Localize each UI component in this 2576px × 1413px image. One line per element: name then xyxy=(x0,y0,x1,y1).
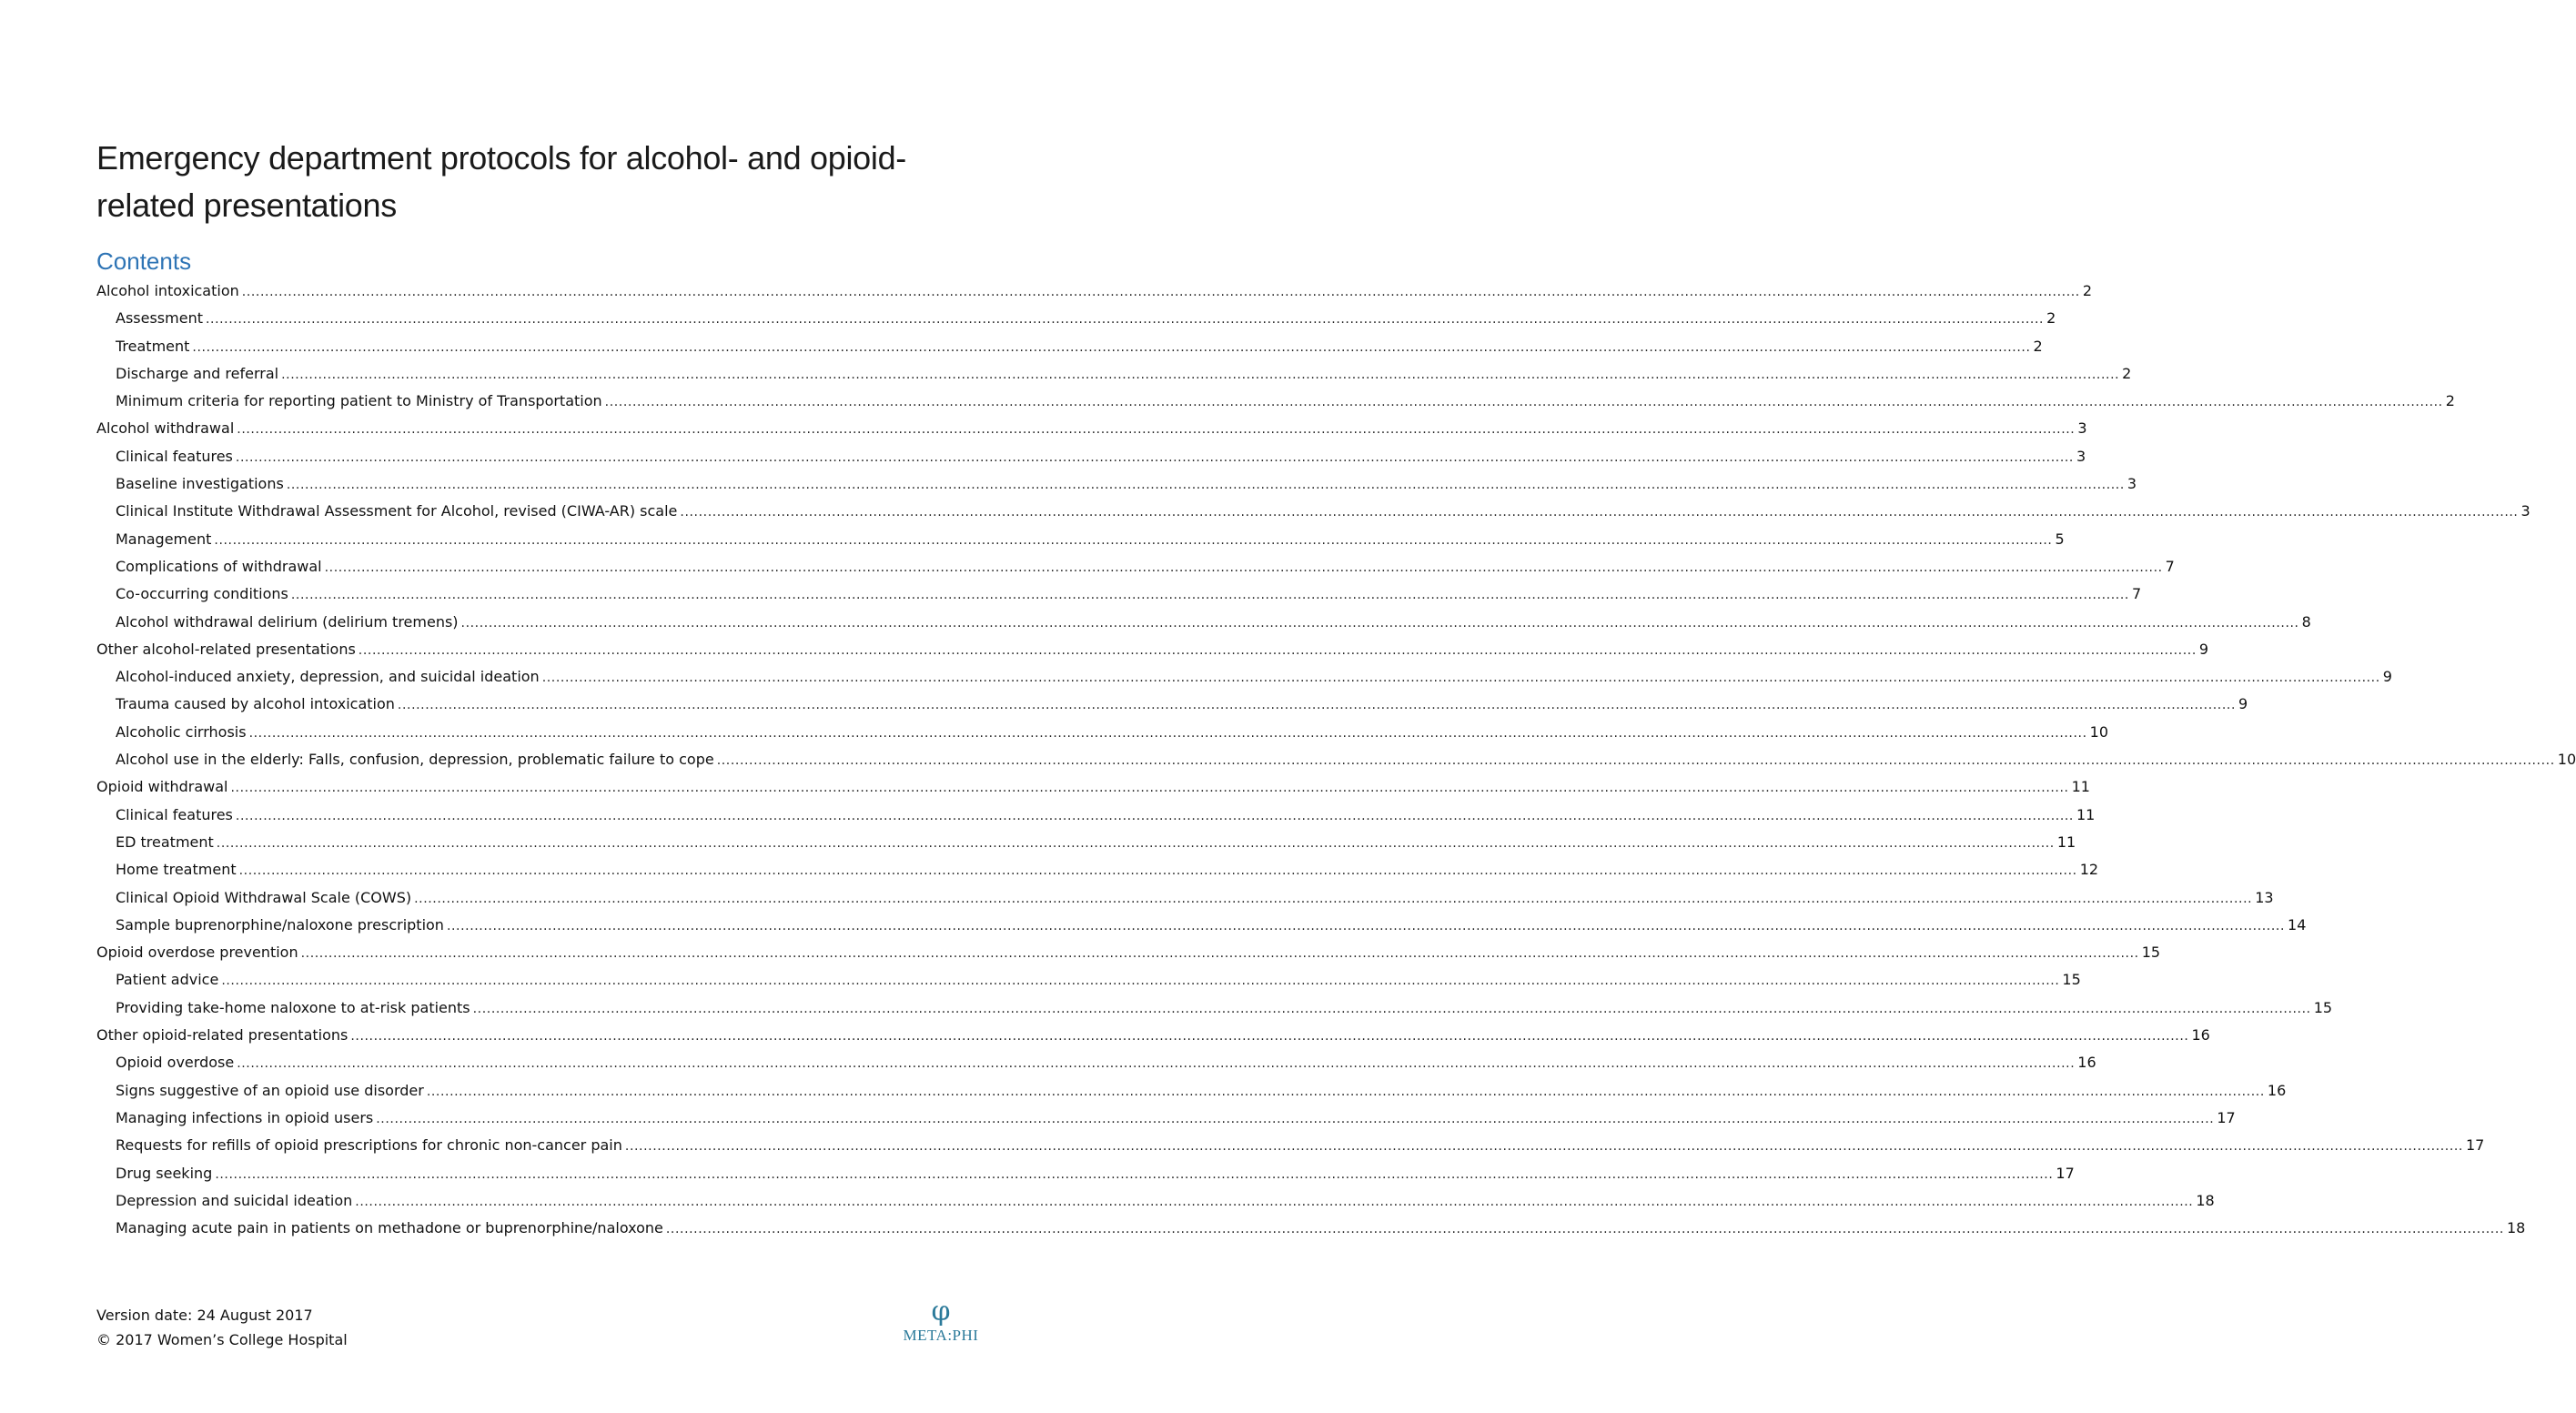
toc-entry-page: 9 xyxy=(2238,695,2248,713)
toc-entry-label: Drug seeking xyxy=(116,1164,213,1182)
toc-entry-page: 8 xyxy=(2301,612,2311,631)
toc-entry-label: Treatment xyxy=(116,337,190,355)
toc-entry[interactable] xyxy=(96,944,2161,971)
toc-entry[interactable] xyxy=(96,833,2076,861)
toc-dot-leader: ................................................................................................................................................................................................................................................................................................................................................................................................................ xyxy=(300,946,2139,962)
toc-entry-label: Opioid overdose prevention xyxy=(96,944,298,962)
toc-entry-label: Alcohol withdrawal delirium (delirium tremens) xyxy=(116,612,459,631)
toc-dot-leader: ................................................................................................................................................................................................................................................................................................................................................................................................................ xyxy=(221,974,2060,989)
toc-dot-leader: ................................................................................................................................................................................................................................................................................................................................................................................................................ xyxy=(216,835,2055,851)
toc-entry-label: Other opioid-related presentations xyxy=(96,1026,349,1045)
toc-dot-leader: ................................................................................................................................................................................................................................................................................................................................................................................................................ xyxy=(238,863,2077,879)
toc-entry[interactable] xyxy=(96,998,2333,1026)
toc-entry-page: 15 xyxy=(2313,998,2333,1016)
toc-entry-label: Clinical features xyxy=(116,447,233,465)
toc-entry-label: Home treatment xyxy=(116,861,237,879)
toc-dot-leader: ................................................................................................................................................................................................................................................................................................................................................................................................................ xyxy=(397,698,2236,713)
toc-dot-leader: ................................................................................................................................................................................................................................................................................................................................................................................................................ xyxy=(230,781,2069,796)
toc-entry[interactable] xyxy=(96,805,2096,833)
toc-dot-leader: ................................................................................................................................................................................................................................................................................................................................................................................................................ xyxy=(192,339,2031,355)
logo-text: META:PHI xyxy=(903,1327,979,1344)
toc-entry-page: 3 xyxy=(2520,502,2531,520)
toc-dot-leader: ................................................................................................................................................................................................................................................................................................................................................................................................................ xyxy=(426,1084,2265,1099)
toc-entry-page: 17 xyxy=(2217,1108,2236,1126)
toc-entry-page: 15 xyxy=(2141,944,2161,962)
table-of-contents xyxy=(96,282,2576,1246)
toc-dot-leader: ................................................................................................................................................................................................................................................................................................................................................................................................................ xyxy=(355,1194,2194,1209)
toc-entry[interactable] xyxy=(96,778,2090,805)
toc-entry-page: 16 xyxy=(2077,1054,2096,1072)
toc-entry-page: 11 xyxy=(2071,778,2090,796)
toc-entry[interactable] xyxy=(96,475,2137,502)
phi-icon: φ xyxy=(931,1296,951,1327)
toc-entry[interactable] xyxy=(96,861,2099,888)
toc-dot-leader: ................................................................................................................................................................................................................................................................................................................................................................................................................ xyxy=(248,725,2087,741)
toc-entry-label: Trauma caused by alcohol intoxication xyxy=(116,695,395,713)
toc-dot-leader: ................................................................................................................................................................................................................................................................................................................................................................................................................ xyxy=(215,1166,2054,1182)
toc-dot-leader: ................................................................................................................................................................................................................................................................................................................................................................................................................ xyxy=(680,505,2519,520)
toc-entry-label: Patient advice xyxy=(116,971,219,989)
toc-dot-leader: ................................................................................................................................................................................................................................................................................................................................................................................................................ xyxy=(324,560,2163,575)
toc-entry-label: Sample buprenorphine/naloxone prescription xyxy=(116,915,444,934)
toc-dot-leader: ................................................................................................................................................................................................................................................................................................................................................................................................................ xyxy=(237,1056,2076,1072)
toc-entry[interactable] xyxy=(96,722,2108,751)
toc-entry-page: 2 xyxy=(2082,282,2093,299)
title-line-1: Emergency department protocols for alcohol- and opioid- xyxy=(96,139,906,177)
toc-entry-label: Assessment xyxy=(116,309,203,328)
toc-dot-leader: ................................................................................................................................................................................................................................................................................................................................................................................................................ xyxy=(281,367,2120,382)
toc-entry[interactable] xyxy=(96,557,2175,585)
toc-dot-leader: ................................................................................................................................................................................................................................................................................................................................................................................................................ xyxy=(241,285,2080,299)
toc-entry[interactable] xyxy=(96,751,2576,778)
toc-entry-label: Opioid overdose xyxy=(116,1054,235,1072)
toc-entry[interactable] xyxy=(96,612,2311,641)
toc-entry-page: 3 xyxy=(2076,447,2086,465)
toc-entry[interactable] xyxy=(96,1054,2096,1081)
toc-entry-page: 17 xyxy=(2056,1164,2075,1182)
toc-entry-page: 2 xyxy=(2445,392,2455,410)
toc-entry-page: 10 xyxy=(2089,722,2108,741)
toc-entry-label: Co-occurring conditions xyxy=(116,585,288,603)
toc-entry-label: Discharge and referral xyxy=(116,364,279,382)
toc-entry[interactable] xyxy=(96,668,2392,695)
toc-entry[interactable] xyxy=(96,640,2209,668)
toc-entry-page: 16 xyxy=(2191,1026,2210,1045)
toc-dot-leader: ................................................................................................................................................................................................................................................................................................................................................................................................................ xyxy=(205,312,2045,328)
toc-entry-page: 14 xyxy=(2288,915,2307,934)
toc-entry[interactable] xyxy=(96,392,2455,419)
copyright: © 2017 Women’s College Hospital xyxy=(96,1331,348,1348)
toc-entry-page: 18 xyxy=(2506,1219,2526,1237)
toc-dot-leader: ................................................................................................................................................................................................................................................................................................................................................................................................................ xyxy=(237,422,2076,438)
toc-entry[interactable] xyxy=(96,1026,2210,1054)
toc-entry-page: 15 xyxy=(2062,971,2081,989)
toc-entry-page: 13 xyxy=(2255,888,2274,906)
toc-entry-label: Depression and suicidal ideation xyxy=(116,1191,353,1209)
toc-entry[interactable] xyxy=(96,282,2093,309)
toc-entry-label: Clinical Opioid Withdrawal Scale (COWS) xyxy=(116,888,412,906)
toc-dot-leader: ................................................................................................................................................................................................................................................................................................................................................................................................................ xyxy=(665,1222,2504,1237)
page-title xyxy=(96,135,1006,229)
toc-entry-page: 9 xyxy=(2382,668,2392,686)
toc-entry[interactable] xyxy=(96,971,2081,998)
toc-dot-leader: ................................................................................................................................................................................................................................................................................................................................................................................................................ xyxy=(414,891,2253,906)
toc-entry-page: 2 xyxy=(2122,364,2132,382)
toc-entry[interactable] xyxy=(96,915,2307,944)
toc-dot-leader: ................................................................................................................................................................................................................................................................................................................................................................................................................ xyxy=(358,642,2197,658)
toc-entry-label: ED treatment xyxy=(116,833,214,851)
toc-entry[interactable] xyxy=(96,1081,2287,1109)
toc-entry-page: 17 xyxy=(2465,1136,2485,1155)
toc-entry[interactable] xyxy=(96,1136,2485,1164)
toc-dot-leader: ................................................................................................................................................................................................................................................................................................................................................................................................................ xyxy=(376,1111,2215,1126)
toc-entry-label: Alcohol-induced anxiety, depression, and suicidal ideation xyxy=(116,668,540,686)
toc-entry[interactable] xyxy=(96,419,2087,447)
toc-entry[interactable] xyxy=(96,1219,2526,1246)
toc-entry-page: 3 xyxy=(2077,419,2087,438)
version-date: Version date: 24 August 2017 xyxy=(96,1307,313,1324)
toc-entry[interactable] xyxy=(96,1191,2215,1219)
toc-entry-page: 2 xyxy=(2033,337,2043,355)
toc-dot-leader: ................................................................................................................................................................................................................................................................................................................................................................................................................ xyxy=(460,615,2299,631)
toc-dot-leader: ................................................................................................................................................................................................................................................................................................................................................................................................................ xyxy=(350,1029,2189,1045)
toc-entry-label: Alcoholic cirrhosis xyxy=(116,722,247,741)
toc-dot-leader: ................................................................................................................................................................................................................................................................................................................................................................................................................ xyxy=(541,671,2380,686)
toc-dot-leader: ................................................................................................................................................................................................................................................................................................................................................................................................................ xyxy=(235,808,2074,823)
toc-entry-page: 7 xyxy=(2131,585,2142,603)
toc-entry-page: 10 xyxy=(2557,751,2576,769)
toc-dot-leader: ................................................................................................................................................................................................................................................................................................................................................................................................................ xyxy=(604,395,2443,410)
toc-entry[interactable] xyxy=(96,695,2248,722)
footer xyxy=(96,1303,348,1352)
toc-entry-label: Requests for refills of opioid prescriptions for chronic non-cancer pain xyxy=(116,1136,622,1155)
toc-entry-label: Clinical features xyxy=(116,805,233,823)
toc-entry-label: Managing infections in opioid users xyxy=(116,1108,374,1126)
toc-entry-label: Alcohol intoxication xyxy=(96,282,239,299)
title-line-2: related presentations xyxy=(96,187,397,224)
toc-entry-label: Minimum criteria for reporting patient to Ministry of Transportation xyxy=(116,392,602,410)
toc-entry-page: 11 xyxy=(2076,805,2096,823)
toc-dot-leader: ................................................................................................................................................................................................................................................................................................................................................................................................................ xyxy=(624,1139,2463,1155)
toc-entry-page: 9 xyxy=(2198,640,2209,658)
toc-dot-leader: ................................................................................................................................................................................................................................................................................................................................................................................................................ xyxy=(716,753,2555,769)
toc-entry-label: Management xyxy=(116,530,212,548)
toc-entry-page: 7 xyxy=(2165,557,2175,575)
toc-entry-page: 16 xyxy=(2267,1081,2287,1099)
toc-entry-label: Alcohol withdrawal xyxy=(96,419,235,438)
toc-entry-label: Providing take-home naloxone to at-risk patients xyxy=(116,998,470,1016)
toc-entry-page: 18 xyxy=(2196,1191,2215,1209)
toc-entry[interactable] xyxy=(96,309,2056,337)
toc-entry[interactable] xyxy=(96,530,2065,558)
toc-entry-label: Opioid withdrawal xyxy=(96,778,228,796)
toc-entry-page: 12 xyxy=(2079,861,2099,879)
toc-entry-label: Managing acute pain in patients on methadone or buprenorphine/naloxone xyxy=(116,1219,663,1237)
toc-entry-label: Baseline investigations xyxy=(116,475,284,493)
toc-dot-leader: ................................................................................................................................................................................................................................................................................................................................................................................................................ xyxy=(286,478,2125,493)
toc-entry-page: 2 xyxy=(2046,309,2056,328)
toc-entry-page: 3 xyxy=(2126,475,2137,493)
toc-dot-leader: ................................................................................................................................................................................................................................................................................................................................................................................................................ xyxy=(235,449,2074,465)
contents-heading: Contents xyxy=(96,247,192,275)
toc-entry-label: Signs suggestive of an opioid use disorder xyxy=(116,1081,424,1099)
toc-dot-leader: ................................................................................................................................................................................................................................................................................................................................................................................................................ xyxy=(214,532,2053,548)
toc-entry[interactable] xyxy=(96,447,2086,475)
toc-entry-label: Other alcohol-related presentations xyxy=(96,640,356,658)
toc-entry[interactable] xyxy=(96,337,2043,365)
toc-entry[interactable] xyxy=(96,888,2274,916)
toc-dot-leader: ................................................................................................................................................................................................................................................................................................................................................................................................................ xyxy=(472,1001,2311,1016)
toc-entry-label: Alcohol use in the elderly: Falls, confusion, depression, problematic failure to cope xyxy=(116,751,714,769)
toc-dot-leader: ................................................................................................................................................................................................................................................................................................................................................................................................................ xyxy=(446,918,2286,934)
toc-entry-page: 5 xyxy=(2055,530,2065,548)
toc-entry[interactable] xyxy=(96,585,2142,612)
toc-entry-label: Clinical Institute Withdrawal Assessment for Alcohol, revised (CIWA-AR) scale xyxy=(116,502,678,520)
toc-entry[interactable] xyxy=(96,1108,2236,1136)
toc-entry[interactable] xyxy=(96,1164,2075,1192)
toc-dot-leader: ................................................................................................................................................................................................................................................................................................................................................................................................................ xyxy=(290,588,2129,603)
toc-entry-label: Complications of withdrawal xyxy=(116,557,322,575)
toc-entry-page: 11 xyxy=(2056,833,2076,851)
meta-phi-logo xyxy=(895,1297,986,1345)
toc-entry[interactable] xyxy=(96,364,2132,392)
toc-entry[interactable] xyxy=(96,502,2531,530)
